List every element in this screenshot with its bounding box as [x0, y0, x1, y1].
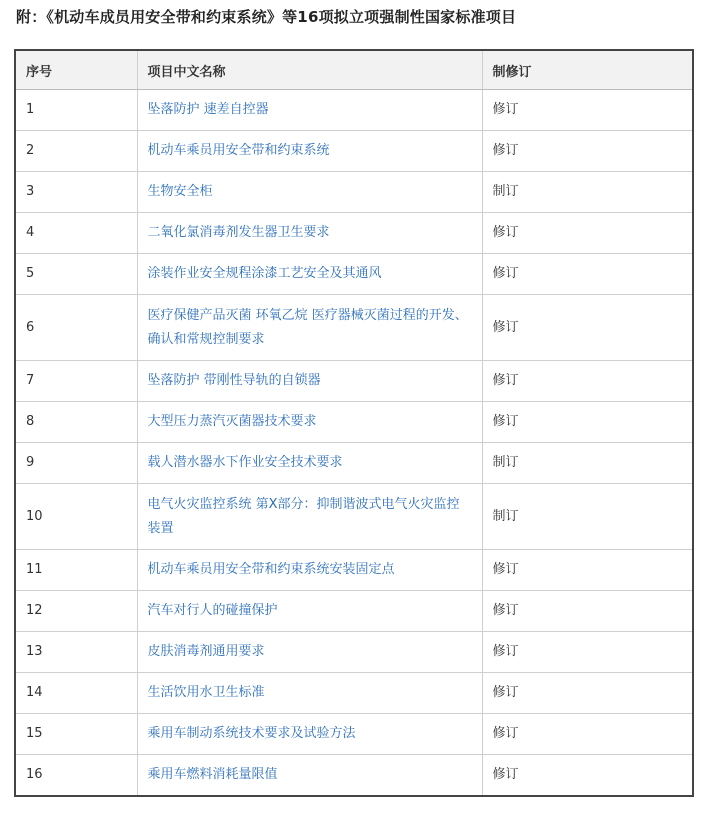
table-row	[15, 443, 693, 484]
row-project-name[interactable]: 机动车乘员用安全带和约束系统安装固定点	[137, 550, 482, 591]
row-revision-type: 制订	[482, 172, 693, 213]
standards-table-container	[14, 49, 692, 797]
row-number: 13	[15, 632, 137, 673]
row-number: 2	[15, 131, 137, 172]
table-row	[15, 402, 693, 443]
row-revision-type: 修订	[482, 591, 693, 632]
row-project-name[interactable]: 汽车对行人的碰撞保护	[137, 591, 482, 632]
row-number: 14	[15, 673, 137, 714]
row-number: 9	[15, 443, 137, 484]
row-number: 5	[15, 254, 137, 295]
table-row	[15, 591, 693, 632]
standards-table	[14, 49, 694, 797]
row-revision-type: 修订	[482, 755, 693, 796]
row-revision-type: 修订	[482, 361, 693, 402]
row-project-name[interactable]: 生物安全柜	[137, 172, 482, 213]
row-number: 12	[15, 591, 137, 632]
row-number: 3	[15, 172, 137, 213]
row-project-name[interactable]: 电气火灾监控系统 第X部分：抑制谐波式电气火灾监控装置	[137, 484, 482, 550]
row-project-name[interactable]: 坠落防护 带刚性导轨的自锁器	[137, 361, 482, 402]
page-title: 附：《机动车成员用安全带和约束系统》等16项拟立项强制性国家标准项目	[16, 8, 517, 26]
row-project-name[interactable]: 大型压力蒸汽灭菌器技术要求	[137, 402, 482, 443]
row-revision-type: 修订	[482, 295, 693, 361]
row-project-name[interactable]: 二氧化氯消毒剂发生器卫生要求	[137, 213, 482, 254]
table-row	[15, 295, 693, 361]
table-row	[15, 673, 693, 714]
row-revision-type: 修订	[482, 673, 693, 714]
row-project-name[interactable]: 涂装作业安全规程涂漆工艺安全及其通风	[137, 254, 482, 295]
row-project-name[interactable]: 坠落防护 速差自控器	[137, 90, 482, 131]
row-revision-type: 修订	[482, 402, 693, 443]
row-project-name[interactable]: 机动车乘员用安全带和约束系统	[137, 131, 482, 172]
row-project-name[interactable]: 乘用车燃料消耗量限值	[137, 755, 482, 796]
table-row	[15, 755, 693, 796]
row-number: 6	[15, 295, 137, 361]
row-number: 11	[15, 550, 137, 591]
row-project-name[interactable]: 医疗保健产品灭菌 环氧乙烷 医疗器械灭菌过程的开发、确认和常规控制要求	[137, 295, 482, 361]
header-project-name: 项目中文名称	[137, 50, 482, 90]
row-number: 10	[15, 484, 137, 550]
row-revision-type: 制订	[482, 484, 693, 550]
row-number: 7	[15, 361, 137, 402]
table-row	[15, 714, 693, 755]
row-revision-type: 修订	[482, 90, 693, 131]
row-revision-type: 制订	[482, 443, 693, 484]
row-revision-type: 修订	[482, 131, 693, 172]
table-row	[15, 254, 693, 295]
table-row	[15, 632, 693, 673]
table-row	[15, 484, 693, 550]
table-row	[15, 361, 693, 402]
row-number: 8	[15, 402, 137, 443]
row-number: 15	[15, 714, 137, 755]
row-revision-type: 修订	[482, 632, 693, 673]
row-revision-type: 修订	[482, 550, 693, 591]
row-revision-type: 修订	[482, 714, 693, 755]
row-number: 4	[15, 213, 137, 254]
table-header-row	[15, 50, 693, 90]
row-revision-type: 修订	[482, 213, 693, 254]
row-number: 16	[15, 755, 137, 796]
header-revision-type: 制修订	[482, 50, 693, 90]
table-row	[15, 213, 693, 254]
row-number: 1	[15, 90, 137, 131]
row-project-name[interactable]: 生活饮用水卫生标准	[137, 673, 482, 714]
row-project-name[interactable]: 乘用车制动系统技术要求及试验方法	[137, 714, 482, 755]
row-project-name[interactable]: 皮肤消毒剂通用要求	[137, 632, 482, 673]
row-project-name[interactable]: 载人潜水器水下作业安全技术要求	[137, 443, 482, 484]
table-row	[15, 550, 693, 591]
header-serial-number: 序号	[15, 50, 137, 90]
row-revision-type: 修订	[482, 254, 693, 295]
table-row	[15, 131, 693, 172]
table-row	[15, 90, 693, 131]
table-row	[15, 172, 693, 213]
